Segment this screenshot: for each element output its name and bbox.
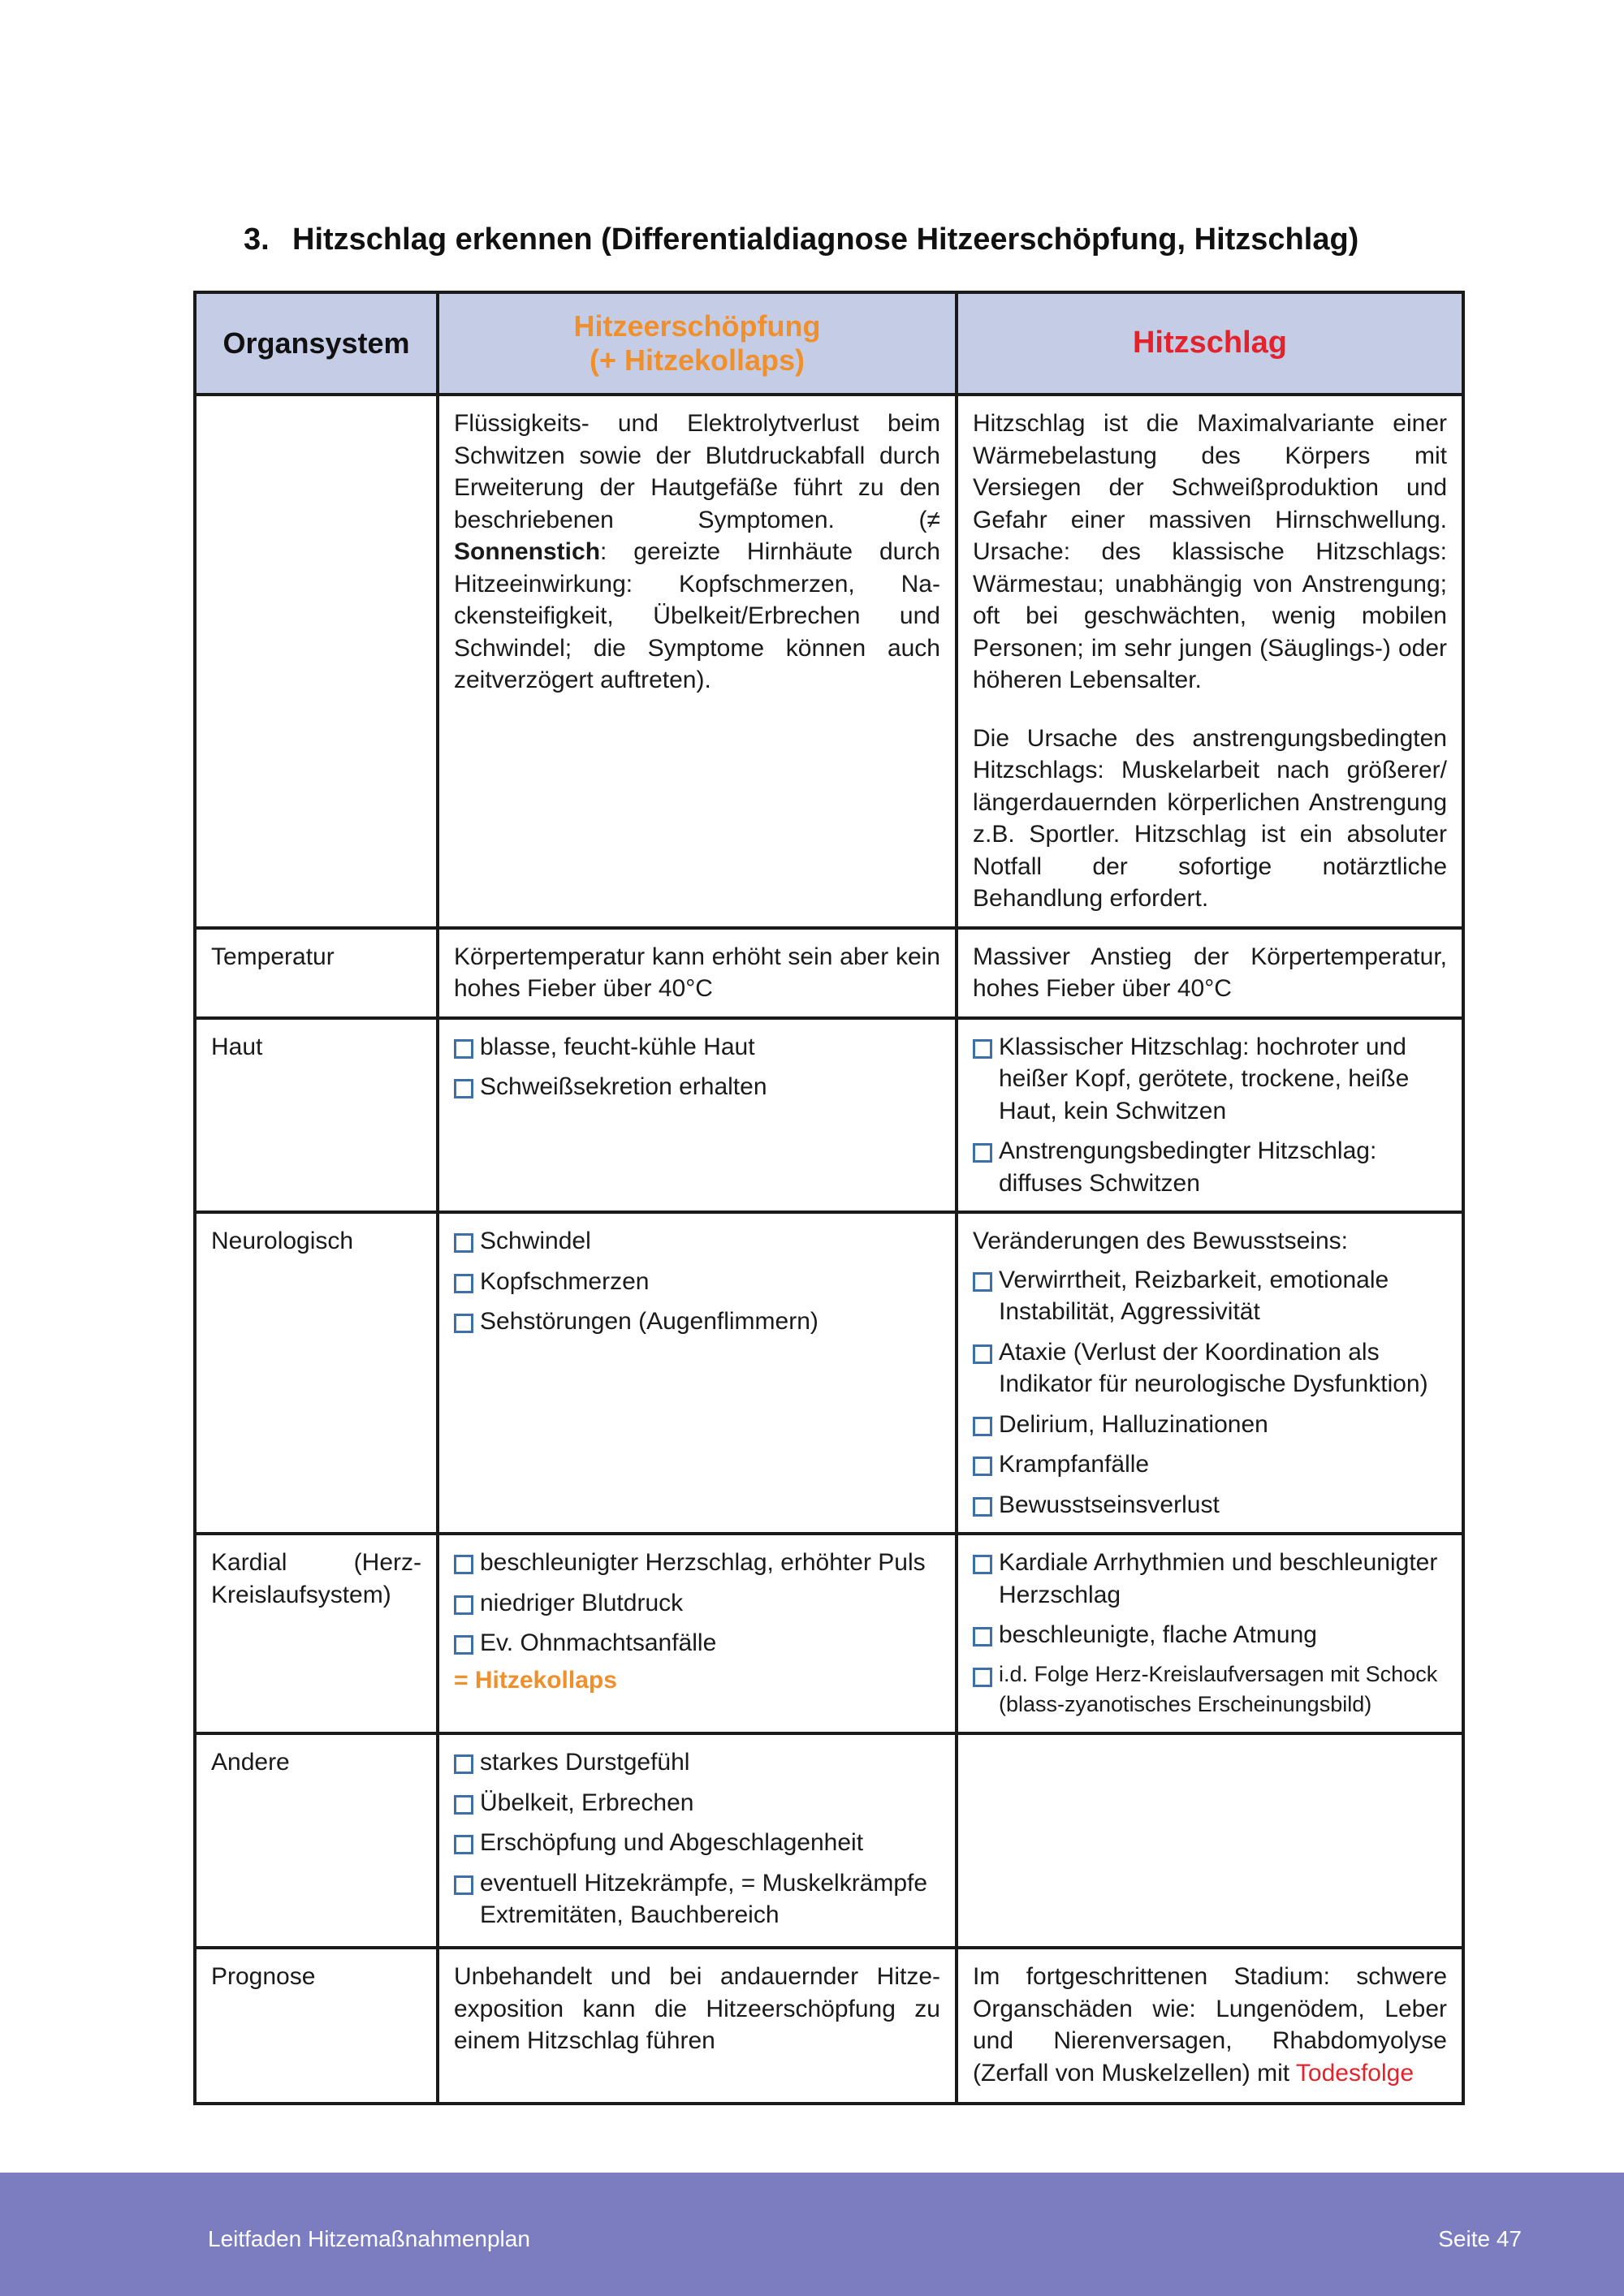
kardial-erschoepfung-cell — [438, 1534, 957, 1733]
checkbox-icon — [454, 1795, 473, 1815]
list-item: i.d. Folge Herz-Kreislaufversagen mit Schock (blass-zyanotisches Erscheinungsbild) — [973, 1659, 1447, 1720]
andere-erschoepfung-cell — [438, 1733, 957, 1948]
haut-hitzschlag-cell — [957, 1018, 1463, 1213]
checkbox-icon — [454, 1079, 473, 1098]
footer-page-number: Seite 47 — [1438, 2226, 1522, 2251]
checkbox-icon — [454, 1875, 473, 1895]
checkbox-icon — [973, 1417, 992, 1436]
prognose-hitzschlag-cell — [957, 1948, 1463, 2104]
checkbox-icon — [454, 1754, 473, 1774]
neuro-hitzschlag-intro: Veränderungen des Bewusstseins: — [973, 1228, 1348, 1254]
kardial-label: Kardial (Herz-Kreislaufsystem) — [195, 1534, 438, 1733]
kardial-hitzschlag-cell — [957, 1534, 1463, 1733]
checkbox-icon — [973, 1344, 992, 1364]
andere-hitzschlag-cell — [957, 1733, 1463, 1948]
intro-erschoepfung-cell — [438, 395, 957, 928]
row-neurologisch — [195, 1212, 1463, 1534]
sonnenstich-term: Sonnenstich — [454, 538, 601, 565]
checkbox-icon — [454, 1314, 473, 1333]
diagnosis-table — [193, 291, 1465, 2105]
temperatur-erschoepfung: Körpertemperatur kann erhöht sein aber kein hohes Fieber über 40°C — [438, 928, 957, 1018]
list-item: Verwirrtheit, Reizbarkeit, emotionale Instabilität, Aggressivität — [973, 1264, 1447, 1328]
haut-erschoepfung-cell — [438, 1018, 957, 1213]
todesfolge-term: Todesfolge — [1295, 2059, 1415, 2087]
row-haut — [195, 1018, 1463, 1213]
prognose-hitzschlag-text: Im fortgeschrittenen Stadium: schwere Organschäden wie: Lungenödem, Leber und Nierenversagen, Rhabdomyolyse (Zerfall von Muskelzellen) mit — [973, 1963, 1447, 2087]
andere-label: Andere — [195, 1733, 438, 1948]
checkbox-icon — [973, 1143, 992, 1163]
list-item: eventuell Hitzekrämpfe, = Muskelkrämpfe Extremitäten, Bauchbereich — [454, 1867, 940, 1931]
intro-hitzschlag-cell — [957, 395, 1463, 928]
header-hitzschlag: Hitzschlag — [957, 292, 1463, 395]
haut-label: Haut — [195, 1018, 438, 1213]
row-andere — [195, 1733, 1463, 1948]
hitzekollaps-result: = Hitzekollaps — [454, 1666, 617, 1694]
footer-document-title: Leitfaden Hitzemaßnahmenplan — [208, 2226, 530, 2251]
list-item: Schweißsekretion erhalten — [454, 1071, 940, 1103]
header-organsystem: Organsystem — [195, 292, 438, 395]
checkbox-icon — [973, 1497, 992, 1517]
checkbox-icon — [454, 1555, 473, 1574]
section-title: Hitzschlag erkennen (Differentialdiagnose Hitzeerschöpfung, Hitzschlag) — [292, 222, 1359, 257]
prognose-label: Prognose — [195, 1948, 438, 2104]
intro-erschoepfung-text-b: : gereizte Hirnhäute durch Hitzeeinwirkung: Kopfschmerzen, Nackensteifigkeit, Übelkeit/Erbrechen und Schwindel; die Symptome können auch zeitverzögert auftreten). — [454, 538, 940, 693]
prognose-erschoepfung: Unbehandelt und bei andauernder Hitzeexposition kann die Hitzeerschöpfung zu einem Hitzschlag führen — [438, 1948, 957, 2104]
list-item: Schwindel — [454, 1225, 940, 1258]
checkbox-icon — [973, 1272, 992, 1292]
section-heading — [244, 222, 1358, 257]
list-item: Bewusstseinsverlust — [973, 1489, 1447, 1521]
checkbox-icon — [973, 1555, 992, 1574]
header-hitzeerschoepfung-line1: Hitzeerschöpfung — [573, 309, 821, 343]
list-item: niedriger Blutdruck — [454, 1587, 940, 1620]
list-item: blasse, feucht-kühle Haut — [454, 1031, 940, 1064]
row-temperatur — [195, 928, 1463, 1018]
row-intro — [195, 395, 1463, 928]
list-item: Ev. Ohnmachtsanfälle — [454, 1627, 940, 1659]
section-number: 3. — [244, 222, 270, 257]
row-prognose — [195, 1948, 1463, 2104]
checkbox-icon — [454, 1039, 473, 1059]
neuro-hitzschlag-cell — [957, 1212, 1463, 1534]
checkbox-icon — [454, 1595, 473, 1615]
intro-erschoepfung-text-a: Flüssigkeits- und Elektrolytverlust beim Schwitzen sowie der Blutdruckabfall durch Erweiterung der Hautgefäße führt zu den beschriebenen Symptomen. (≠ — [454, 410, 940, 533]
list-item: beschleunigte, flache Atmung — [973, 1619, 1447, 1651]
neuro-erschoepfung-cell — [438, 1212, 957, 1534]
checkbox-icon — [454, 1274, 473, 1293]
checkbox-icon — [973, 1039, 992, 1059]
neuro-label: Neurologisch — [195, 1212, 438, 1534]
checkbox-icon — [454, 1635, 473, 1655]
list-item: Kopfschmerzen — [454, 1266, 940, 1298]
checkbox-icon — [973, 1457, 992, 1476]
header-row — [195, 292, 1463, 395]
list-item: Klassischer Hitzschlag: hochroter und heißer Kopf, gerötete, trockene, heiße Haut, kein Schwitzen — [973, 1031, 1447, 1128]
list-item: Sehstörungen (Augenflimmern) — [454, 1306, 940, 1338]
list-item: Übelkeit, Erbrechen — [454, 1787, 940, 1819]
checkbox-icon — [973, 1627, 992, 1646]
list-item: Ataxie (Verlust der Koordination als Indikator für neurologische Dysfunktion) — [973, 1336, 1447, 1400]
list-item: Delirium, Halluzinationen — [973, 1409, 1447, 1441]
intro-hitzschlag-p2: Die Ursache des anstrengungsbedingten Hitzschlags: Muskelarbeit nach größerer/ längerdauernden körperlichen Anstrengung z.B. Sportler. Hitzschlag ist ein absoluter Notfall der sofortige notärztliche Behandlung erfordert. — [973, 724, 1447, 912]
temperatur-hitzschlag: Massiver Anstieg der Körpertemperatur, hohes Fieber über 40°C — [957, 928, 1463, 1018]
intro-label-cell — [195, 395, 438, 928]
header-hitzeerschoepfung-line2: (+ Hitzekollaps) — [589, 343, 806, 377]
temperatur-label: Temperatur — [195, 928, 438, 1018]
list-item: starkes Durstgefühl — [454, 1746, 940, 1779]
header-hitzeerschoepfung — [438, 292, 957, 395]
list-item: Krampfanfälle — [973, 1448, 1447, 1481]
checkbox-icon — [454, 1835, 473, 1854]
row-kardial — [195, 1534, 1463, 1733]
intro-hitzschlag-p1: Hitzschlag ist die Maximalvariante einer Wärmebelastung des Körpers mit Versiegen der Schweißproduktion und Gefahr einer massiven Hirnschwellung. Ursache: des klassische Hitzschlags: Wärmestau; unabhängig von Anstrengung; oft bei geschwächten, wenig mobilen Personen; im sehr jungen (Säuglings-) oder höheren Lebensalter. — [973, 410, 1447, 693]
list-item: Erschöpfung und Abgeschlagenheit — [454, 1827, 940, 1859]
checkbox-icon — [973, 1668, 992, 1687]
checkbox-icon — [454, 1233, 473, 1253]
list-item: Anstrengungsbedingter Hitzschlag: diffuses Schwitzen — [973, 1135, 1447, 1199]
list-item: beschleunigter Herzschlag, erhöhter Puls — [454, 1547, 940, 1579]
list-item: Kardiale Arrhythmien und beschleunigter Herzschlag — [973, 1547, 1447, 1611]
